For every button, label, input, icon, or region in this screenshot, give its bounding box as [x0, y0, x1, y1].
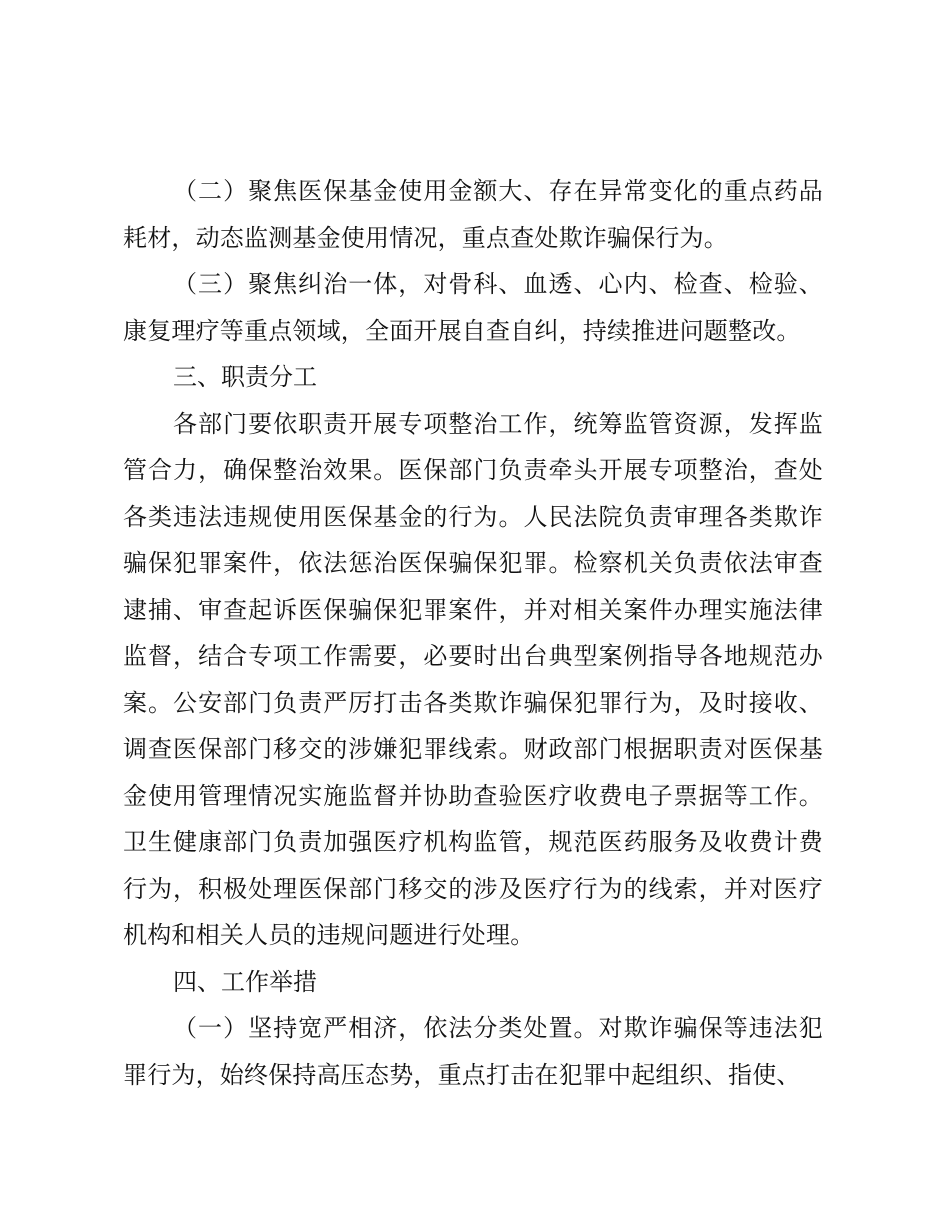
- para-item-3-correction: （三）聚焦纠治一体，对骨科、血透、心内、检查、检验、康复理疗等重点领域，全面开展自查自纠，持续推进问题整改。: [123, 270, 823, 345]
- section-heading-4: 四、工作举措: [173, 967, 317, 996]
- document-body: [123, 168, 823, 1098]
- para-responsibilities: 各部门要依职责开展专项整治工作，统筹监管资源，发挥监管合力，确保整治效果。医保部门负责牵头开展专项整治，查处各类违法违规使用医保基金的行为。人民法院负责审理各类欺诈骗保犯罪案件，依法惩治医保骗保犯罪。检察机关负责依法审查逮捕、审查起诉医保骗保犯罪案件，并对相关案件办理实施法律监督，结合专项工作需要，必要时出台典型案例指导各地规范办案。公安部门负责严厉打击各类欺诈骗保犯罪行为，及时接收、调查医保部门移交的涉嫌犯罪线索。财政部门根据职责对医保基金使用管理情况实施监督并协助查验医疗收费电子票据等工作。卫生健康部门负责加强医疗机构监管，规范医药服务及收费计费行为，积极处理医保部门移交的涉及医疗行为的线索，并对医疗机构和相关人员的违规问题进行处理。: [123, 409, 823, 949]
- para-item-2-focus-drugs: （二）聚焦医保基金使用金额大、存在异常变化的重点药品耗材，动态监测基金使用情况，重点查处欺诈骗保行为。: [123, 177, 823, 252]
- para-item-1-measures: （一）坚持宽严相济，依法分类处置。对欺诈骗保等违法犯罪行为，始终保持高压态势，重点打击在犯罪中起组织、指使、: [123, 1014, 823, 1089]
- section-heading-3: 三、职责分工: [173, 363, 317, 391]
